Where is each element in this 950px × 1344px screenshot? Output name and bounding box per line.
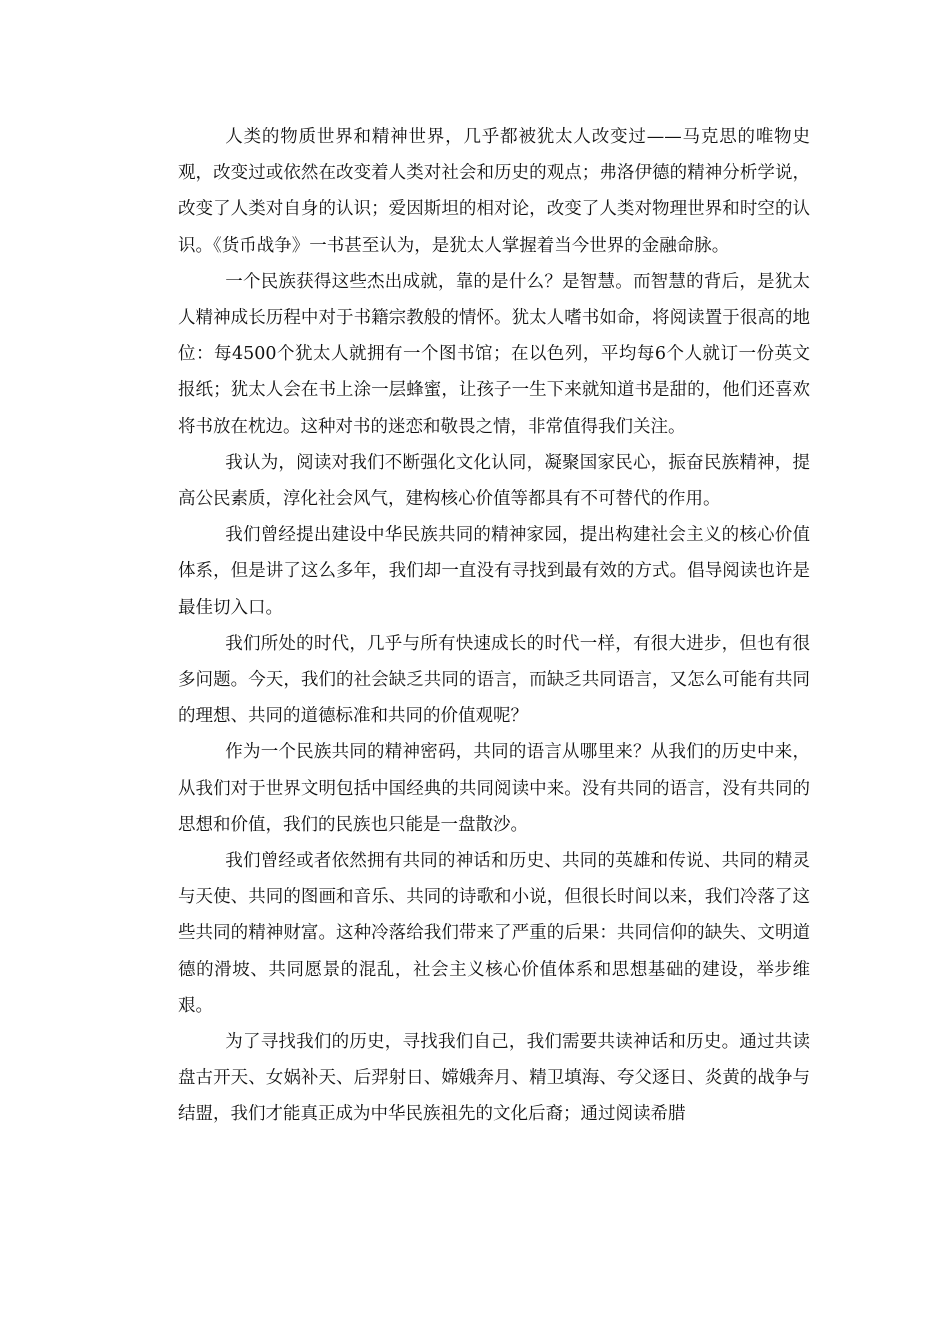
paragraph-6: 作为一个民族共同的精神密码，共同的语言从哪里来？从我们的历史中来，从我们对于世界文明包括中国经典的共同阅读中来。没有共同的语言，没有共同的思想和价值，我们的民族也只能是一盘散沙。 xyxy=(178,742,810,835)
paragraph-4: 我们曾经提出建设中华民族共同的精神家园，提出构建社会主义的核心价值体系，但是讲了这么多年，我们却一直没有寻找到最有效的方式。倡导阅读也许是最佳切入口。 xyxy=(178,525,810,618)
paragraph-3: 我认为，阅读对我们不断强化文化认同，凝聚国家民心，振奋民族精神，提高公民素质，淳化社会风气，建构核心价值等都具有不可替代的作用。 xyxy=(178,452,810,510)
paragraph-2: 一个民族获得这些杰出成就，靠的是什么？是智慧。而智慧的背后，是犹太人精神成长历程中对于书籍宗教般的情怀。犹太人嗜书如命，将阅读置于很高的地位：每4500个犹太人就拥有一个图书馆；在以色列，平均每6个人就订一份英文报纸；犹太人会在书上涂一层蜂蜜，让孩子一生下来就知道书是甜的，他们还喜欢将书放在枕边。这种对书的迷恋和敬畏之情，非常值得我们关注。 xyxy=(178,271,810,437)
paragraph-8: 为了寻找我们的历史，寻找我们自己，我们需要共读神话和历史。通过共读盘古开天、女娲补天、后羿射日、嫦娥奔月、精卫填海、夸父逐日、炎黄的战争与结盟，我们才能真正成为中华民族祖先的文化后裔；通过阅读希腊 xyxy=(178,1032,810,1125)
document-body xyxy=(178,119,810,1133)
paragraph-7: 我们曾经或者依然拥有共同的神话和历史、共同的英雄和传说、共同的精灵与天使、共同的图画和音乐、共同的诗歌和小说，但很长时间以来，我们冷落了这些共同的精神财富。这种冷落给我们带来了严重的后果：共同信仰的缺失、文明道德的滑坡、共同愿景的混乱，社会主义核心价值体系和思想基础的建设，举步维艰。 xyxy=(178,851,810,1016)
paragraph-5: 我们所处的时代，几乎与所有快速成长的时代一样，有很大进步，但也有很多问题。今天，我们的社会缺乏共同的语言，而缺乏共同语言，又怎么可能有共同的理想、共同的道德标准和共同的价值观呢？ xyxy=(178,633,810,727)
paragraph-1: 人类的物质世界和精神世界，几乎都被犹太人改变过——马克思的唯物史观，改变过或依然在改变着人类对社会和历史的观点；弗洛伊德的精神分析学说，改变了人类对自身的认识；爱因斯坦的相对论，改变了人类对物理世界和时空的认识。《货币战争》一书甚至认为，是犹太人掌握着当今世界的金融命脉。 xyxy=(178,127,810,256)
